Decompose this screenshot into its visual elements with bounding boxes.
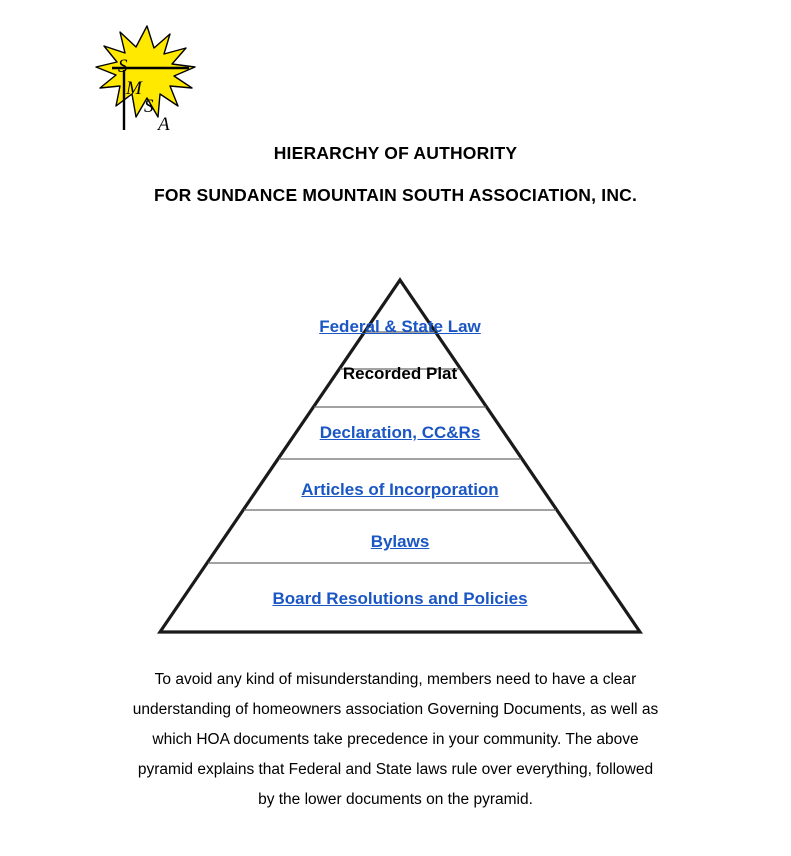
logo-letter-s2: S — [144, 96, 154, 117]
logo-letter-a: A — [158, 114, 170, 135]
pyramid-tier-articles-of-incorporation[interactable]: Articles of Incorporation — [301, 480, 499, 499]
explanatory-paragraph — [80, 665, 711, 815]
title-line-1: HIERARCHY OF AUTHORITY — [273, 143, 518, 163]
logo-letter-s1: S — [118, 56, 128, 77]
paragraph-line-3: which HOA documents take precedence in your community. The above — [152, 731, 639, 748]
paragraph-line-5: by the lower documents on the pyramid. — [258, 791, 533, 808]
hierarchy-pyramid-diagram — [140, 272, 660, 640]
title-line-2: FOR SUNDANCE MOUNTAIN SOUTH ASSOCIATION, INC. — [153, 184, 638, 205]
pyramid-tier-board-resolutions[interactable]: Board Resolutions and Policies — [272, 589, 528, 608]
paragraph-line-2: understanding of homeowners association Governing Documents, as well as — [132, 701, 659, 718]
logo-letter-m: M — [126, 78, 142, 99]
pyramid-tier-recorded-plat: Recorded Plat — [342, 364, 458, 383]
association-logo — [92, 22, 202, 137]
pyramid-tier-federal-state-law[interactable]: Federal & State Law — [319, 317, 481, 336]
pyramid-tier-declaration-ccrs[interactable]: Declaration, CC&Rs — [319, 423, 481, 442]
paragraph-line-1: To avoid any kind of misunderstanding, members need to have a clear — [154, 671, 637, 688]
page-title — [0, 145, 791, 204]
pyramid-tier-bylaws[interactable]: Bylaws — [370, 532, 430, 551]
paragraph-line-4: pyramid explains that Federal and State laws rule over everything, followed — [137, 761, 654, 778]
